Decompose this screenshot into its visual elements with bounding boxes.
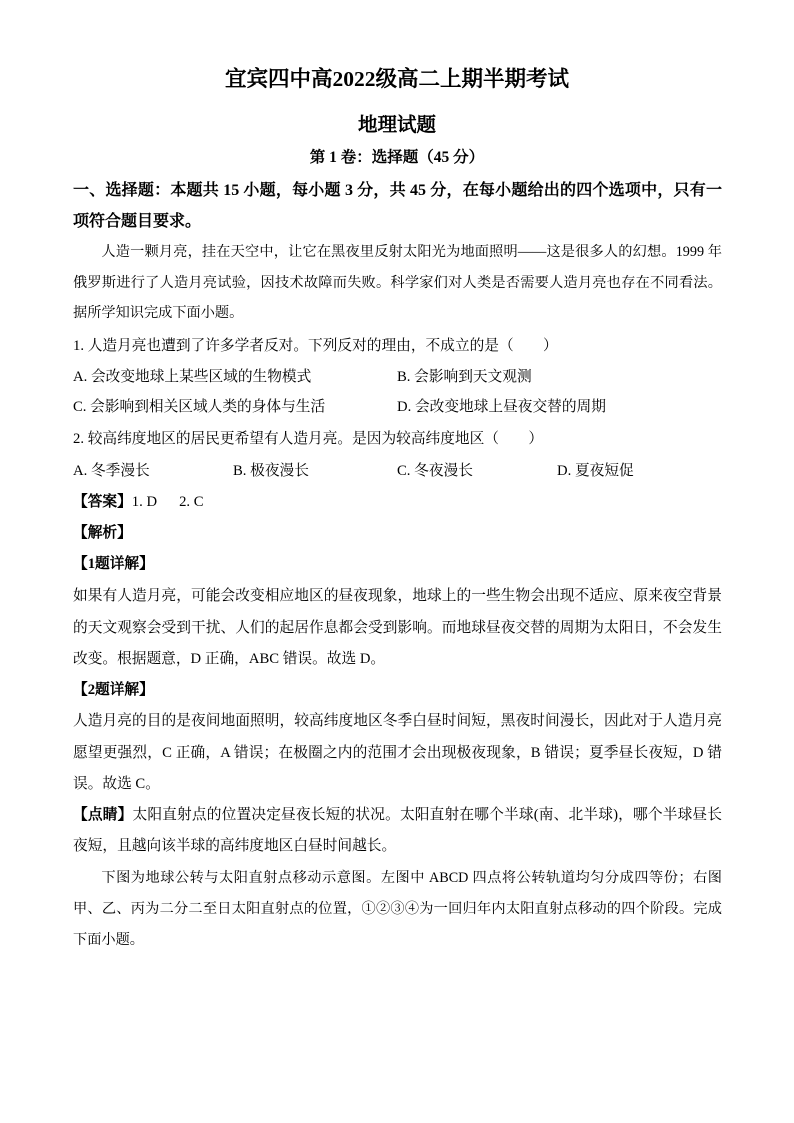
answer-item-2: 2. C — [179, 494, 204, 510]
tip-label: 【点睛】 — [73, 807, 133, 823]
question-2-stem: 2. 较高纬度地区的居民更希望有人造月亮。是因为较高纬度地区（ ） — [73, 431, 544, 447]
reading-passage-2: 下图为地球公转与太阳直射点移动示意图。左图中 ABCD 四点将公转轨道均匀分成四等份；右图甲、乙、丙为二分二至日太阳直射点的位置，①②③④为一回归年内太阳直射点移动的四个阶段。完成下面小题。 — [73, 870, 722, 948]
detail-2-label: 【2题详解】 — [73, 682, 154, 698]
tip-text: 太阳直射点的位置决定昼夜长短的状况。太阳直射在哪个半球(南、北半球)，哪个半球昼长夜短，且越向该半球的高纬度地区白昼时间越长。 — [73, 807, 722, 854]
tip-paragraph — [73, 800, 722, 862]
question-2-options-row — [73, 456, 722, 487]
question-1-options-row-1 — [73, 362, 722, 393]
exam-subject: 地理试题 — [357, 115, 436, 136]
question-2-option-b: B. 极夜漫长 — [233, 463, 309, 479]
reading-passage-1: 人造一颗月亮，挂在天空中，让它在黑夜里反射太阳光为地面照明——这是很多人的幻想。1999 年俄罗斯进行了人造月亮试验，因技术故障而失败。科学家们对人类是否需要人造月亮也存在不同看法。据所学知识完成下面小题。 — [73, 244, 722, 322]
section-heading: 第 1 卷：选择题（45 分） — [309, 149, 485, 166]
question-1-options-row-2 — [73, 392, 722, 423]
question-1-stem: 1. 人造月亮也遭到了许多学者反对。下列反对的理由，不成立的是（ ） — [73, 338, 558, 354]
question-1-option-b: B. 会影响到天文观测 — [397, 369, 532, 385]
detail-1-label: 【1题详解】 — [73, 556, 154, 572]
question-2-option-c: C. 冬夜漫长 — [397, 463, 473, 479]
question-1-option-a: A. 会改变地球上某些区域的生物模式 — [73, 369, 312, 385]
detail-1-text: 如果有人造月亮，可能会改变相应地区的昼夜现象，地球上的一些生物会出现不适应、原来夜空背景的天文观察会受到干扰、人们的起居作息都会受到影响。而地球昼夜交替的周期为太阳日，不会发生改变。根据题意，D 正确，ABC 错误。故选 D。 — [73, 588, 722, 667]
detail-2-text: 人造月亮的目的是夜间地面照明，较高纬度地区冬季白昼时间短，黑夜时间漫长，因此对于人造月亮愿望更强烈，C 正确，A 错误；在极圈之内的范围才会出现极夜现象，B 错误；夏季昼长夜短，D 错误。故选 C。 — [73, 713, 722, 792]
analysis-label: 【解析】 — [73, 525, 132, 541]
answer-item-1: 1. D — [131, 494, 158, 510]
question-1-option-d: D. 会改变地球上昼夜交替的周期 — [397, 399, 606, 415]
question-2-option-d: D. 夏夜短促 — [557, 463, 634, 479]
exam-title: 宜宾四中高2022级高二上期半期考试 — [224, 67, 569, 91]
section-instructions: 一、选择题：本题共 15 小题，每小题 3 分，共 45 分，在每小题给出的四个选项中，只有一项符合题目要求。 — [73, 182, 722, 230]
answer-label: 【答案】 — [73, 494, 132, 510]
answer-line — [73, 487, 722, 518]
question-2-option-a: A. 冬季漫长 — [73, 463, 150, 479]
question-1-option-c: C. 会影响到相关区域人类的身体与生活 — [73, 399, 326, 415]
